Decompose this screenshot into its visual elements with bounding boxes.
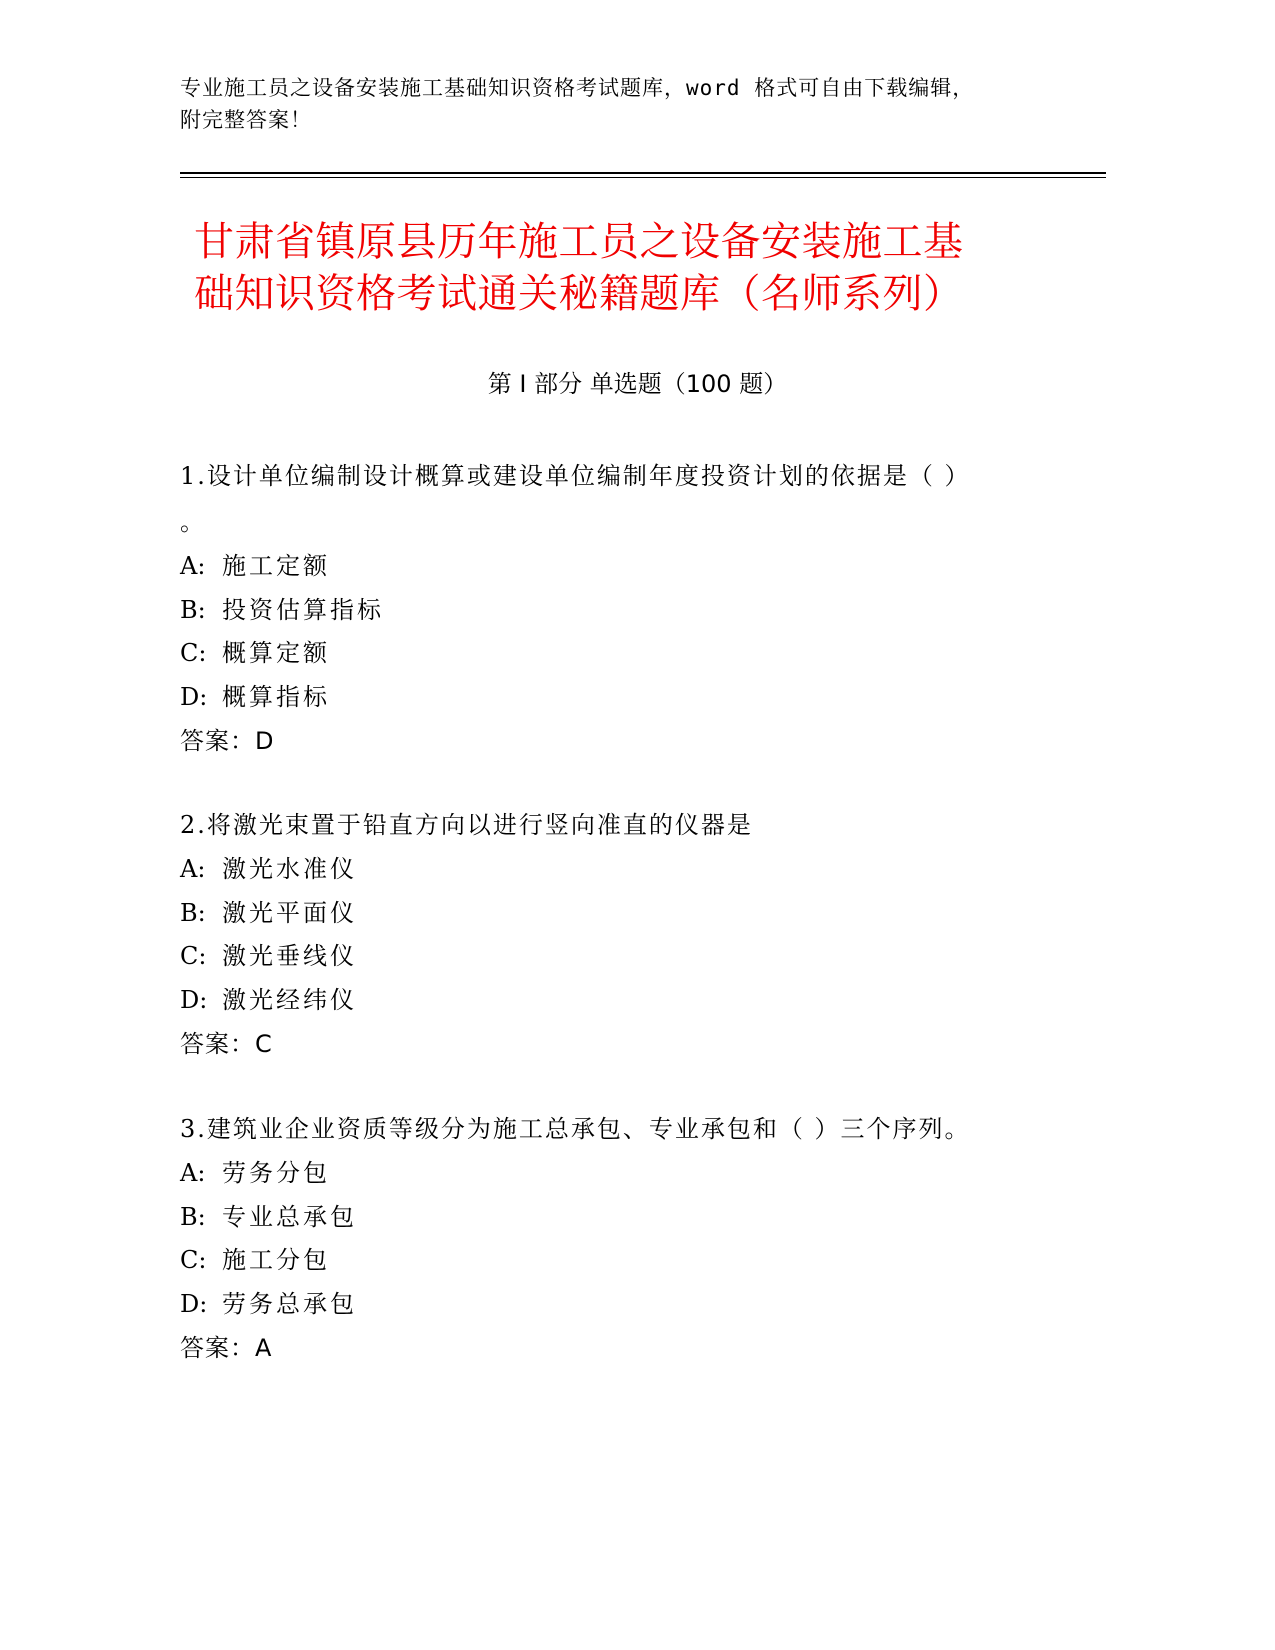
- intro-line: 专业施工员之设备安装施工基础知识资格考试题库，word 格式可自由下载编辑，: [180, 76, 975, 100]
- option-text: 劳务总承包: [222, 1289, 357, 1318]
- option-text: 概算定额: [222, 639, 330, 667]
- option-letter: D:: [180, 1289, 208, 1318]
- option-text: 施工定额: [222, 552, 330, 580]
- title-line: 甘肃省镇原县历年施工员之设备安装施工基: [194, 219, 964, 265]
- option-text: 投资估算指标: [222, 595, 384, 624]
- option-a: [180, 545, 1040, 589]
- question-stem: 3.建筑业企业资质等级分为施工总承包、专业承包和（ ）三个序列。: [180, 1115, 971, 1143]
- question-2: [180, 802, 1040, 1066]
- option-letter: A:: [180, 552, 206, 580]
- option-letter: D:: [180, 682, 208, 711]
- answer: 答案：A: [180, 1334, 273, 1362]
- option-d: [180, 1283, 1040, 1327]
- option-text: 激光水准仪: [222, 855, 357, 883]
- option-c: [180, 935, 1040, 979]
- intro-line: 附完整答案！: [180, 108, 312, 132]
- option-a: [180, 848, 1040, 892]
- option-letter: D:: [180, 985, 208, 1014]
- option-letter: B:: [180, 1202, 206, 1231]
- answer: 答案：C: [180, 1030, 273, 1058]
- option-letter: A:: [180, 855, 206, 883]
- option-c: [180, 632, 1040, 676]
- answer: 答案：D: [180, 727, 275, 755]
- question-stem: 1.设计单位编制设计概算或建设单位编制年度投资计划的依据是（ ）: [180, 462, 971, 490]
- question-stem: 2.将激光束置于铅直方向以进行竖向准直的仪器是: [180, 811, 753, 839]
- option-letter: C:: [180, 942, 207, 970]
- option-d: [180, 676, 1040, 720]
- question-stem-continuation: 。: [180, 508, 206, 536]
- option-text: 激光经纬仪: [222, 985, 357, 1014]
- option-letter: C:: [180, 1246, 207, 1274]
- option-letter: C:: [180, 639, 207, 667]
- title-line: 础知识资格考试通关秘籍题库（名师系列）: [194, 271, 964, 317]
- option-letter: B:: [180, 898, 206, 927]
- option-text: 劳务分包: [222, 1159, 330, 1187]
- option-b: [180, 892, 1040, 936]
- option-a: [180, 1152, 1040, 1196]
- option-text: 激光平面仪: [222, 898, 357, 927]
- intro-text: [180, 72, 1060, 136]
- option-text: 专业总承包: [222, 1202, 357, 1231]
- header-divider-thin: [180, 177, 1106, 178]
- option-text: 概算指标: [222, 682, 330, 711]
- option-letter: A:: [180, 1159, 206, 1187]
- question-1: [180, 453, 1040, 763]
- option-text: 激光垂线仪: [222, 942, 357, 970]
- section-heading: 第 I 部分 单选题（100 题）: [487, 370, 788, 398]
- question-3: [180, 1106, 1040, 1370]
- option-c: [180, 1239, 1040, 1283]
- header-divider: [180, 172, 1106, 174]
- option-text: 施工分包: [222, 1246, 330, 1274]
- option-letter: B:: [180, 595, 206, 624]
- option-d: [180, 979, 1040, 1023]
- option-b: [180, 589, 1040, 633]
- document-title: [194, 216, 1074, 320]
- option-b: [180, 1196, 1040, 1240]
